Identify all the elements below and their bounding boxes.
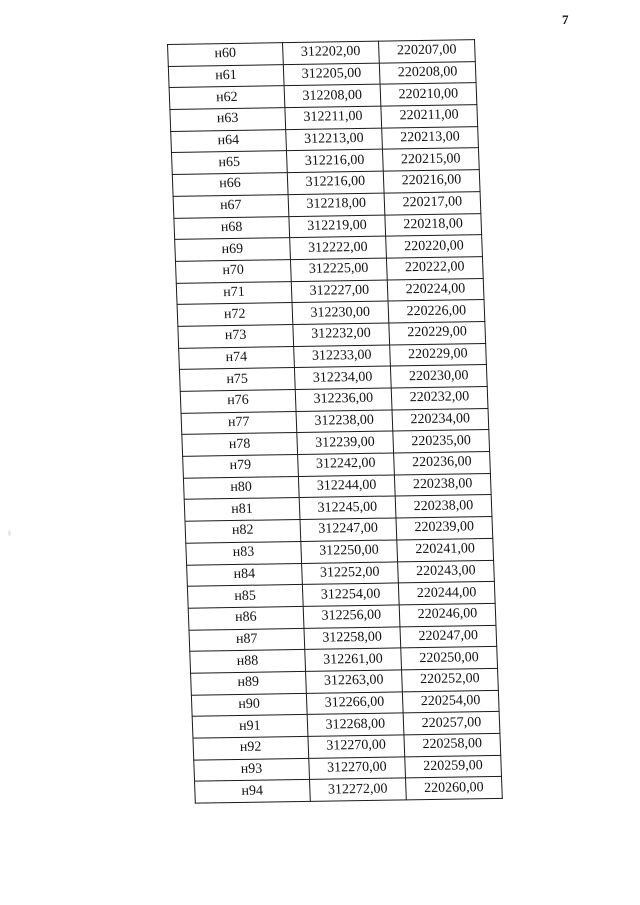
y-coordinate-cell: 220241,00 <box>397 538 494 561</box>
point-cell: н60 <box>168 43 284 66</box>
y-coordinate-cell: 220239,00 <box>396 517 493 540</box>
y-coordinate-cell: 220217,00 <box>384 191 481 214</box>
y-coordinate-cell: 220229,00 <box>389 321 486 344</box>
point-cell: н77 <box>181 411 297 434</box>
point-cell: н88 <box>190 650 306 673</box>
point-cell: н94 <box>195 780 311 803</box>
x-coordinate-cell: 312216,00 <box>287 171 384 194</box>
x-coordinate-cell: 312222,00 <box>289 236 386 259</box>
y-coordinate-cell: 220258,00 <box>404 733 501 756</box>
point-cell: н73 <box>178 324 294 347</box>
x-coordinate-cell: 312205,00 <box>283 63 380 86</box>
point-cell: н78 <box>182 433 298 456</box>
point-cell: н66 <box>172 173 288 196</box>
x-coordinate-cell: 312216,00 <box>286 150 383 173</box>
x-coordinate-cell: 312225,00 <box>290 258 387 281</box>
x-coordinate-cell: 312254,00 <box>302 583 399 606</box>
scan-artifact <box>8 530 11 536</box>
x-coordinate-cell: 312233,00 <box>293 345 390 368</box>
x-coordinate-cell: 312244,00 <box>298 475 395 498</box>
point-cell: н90 <box>191 693 307 716</box>
x-coordinate-cell: 312232,00 <box>293 323 390 346</box>
point-cell: н91 <box>192 715 308 738</box>
coordinates-table <box>167 39 503 804</box>
point-cell: н67 <box>173 194 289 217</box>
y-coordinate-cell: 220247,00 <box>400 625 497 648</box>
point-cell: н76 <box>180 390 296 413</box>
x-coordinate-cell: 312230,00 <box>292 301 389 324</box>
x-coordinate-cell: 312272,00 <box>309 778 406 801</box>
point-cell: н87 <box>189 628 305 651</box>
point-cell: н86 <box>188 606 304 629</box>
x-coordinate-cell: 312227,00 <box>291 280 388 303</box>
y-coordinate-cell: 220235,00 <box>393 430 490 453</box>
point-cell: н61 <box>168 64 284 87</box>
point-cell: н79 <box>183 455 299 478</box>
x-coordinate-cell: 312242,00 <box>297 453 394 476</box>
y-coordinate-cell: 220207,00 <box>378 40 475 63</box>
y-coordinate-cell: 220260,00 <box>405 777 502 800</box>
y-coordinate-cell: 220246,00 <box>399 603 496 626</box>
coordinates-table-body <box>168 40 503 804</box>
x-coordinate-cell: 312247,00 <box>300 518 397 541</box>
y-coordinate-cell: 220215,00 <box>382 148 479 171</box>
y-coordinate-cell: 220210,00 <box>380 83 477 106</box>
y-coordinate-cell: 220224,00 <box>387 278 484 301</box>
point-cell: н63 <box>170 108 286 131</box>
y-coordinate-cell: 220229,00 <box>389 343 486 366</box>
point-cell: н65 <box>171 151 287 174</box>
y-coordinate-cell: 220216,00 <box>383 170 480 193</box>
point-cell: н84 <box>187 563 303 586</box>
x-coordinate-cell: 312219,00 <box>289 215 386 238</box>
y-coordinate-cell: 220222,00 <box>386 256 483 279</box>
point-cell: н71 <box>176 281 292 304</box>
point-cell: н93 <box>194 758 310 781</box>
table-row <box>195 777 503 803</box>
x-coordinate-cell: 312250,00 <box>301 540 398 563</box>
y-coordinate-cell: 220220,00 <box>386 235 483 258</box>
y-coordinate-cell: 220236,00 <box>393 452 490 475</box>
x-coordinate-cell: 312213,00 <box>285 128 382 151</box>
x-coordinate-cell: 312238,00 <box>296 410 393 433</box>
x-coordinate-cell: 312270,00 <box>308 757 405 780</box>
y-coordinate-cell: 220213,00 <box>382 126 479 149</box>
y-coordinate-cell: 220218,00 <box>385 213 482 236</box>
y-coordinate-cell: 220232,00 <box>391 387 488 410</box>
point-cell: н62 <box>169 86 285 109</box>
y-coordinate-cell: 220244,00 <box>398 582 495 605</box>
x-coordinate-cell: 312202,00 <box>282 41 379 64</box>
y-coordinate-cell: 220234,00 <box>392 408 489 431</box>
x-coordinate-cell: 312268,00 <box>307 713 404 736</box>
x-coordinate-cell: 312252,00 <box>301 561 398 584</box>
point-cell: н69 <box>175 238 291 261</box>
point-cell: н85 <box>187 585 303 608</box>
point-cell: н72 <box>177 303 293 326</box>
point-cell: н70 <box>175 259 291 282</box>
x-coordinate-cell: 312208,00 <box>284 85 381 108</box>
y-coordinate-cell: 220238,00 <box>395 495 492 518</box>
y-coordinate-cell: 220254,00 <box>402 690 499 713</box>
x-coordinate-cell: 312218,00 <box>288 193 385 216</box>
x-coordinate-cell: 312270,00 <box>308 735 405 758</box>
point-cell: н68 <box>174 216 290 239</box>
point-cell: н64 <box>171 129 287 152</box>
x-coordinate-cell: 312236,00 <box>295 388 392 411</box>
point-cell: н83 <box>186 541 302 564</box>
point-cell: н80 <box>183 476 299 499</box>
page-number: 7 <box>562 12 569 27</box>
point-cell: н75 <box>179 368 295 391</box>
x-coordinate-cell: 312266,00 <box>306 692 403 715</box>
point-cell: н82 <box>185 520 301 543</box>
x-coordinate-cell: 312211,00 <box>285 106 382 129</box>
y-coordinate-cell: 220252,00 <box>401 668 498 691</box>
y-coordinate-cell: 220243,00 <box>397 560 494 583</box>
y-coordinate-cell: 220208,00 <box>379 61 476 84</box>
point-cell: н89 <box>191 671 307 694</box>
y-coordinate-cell: 220259,00 <box>405 755 502 778</box>
y-coordinate-cell: 220211,00 <box>381 105 478 128</box>
x-coordinate-cell: 312256,00 <box>303 605 400 628</box>
x-coordinate-cell: 312239,00 <box>297 431 394 454</box>
point-cell: н81 <box>184 498 300 521</box>
y-coordinate-cell: 220257,00 <box>403 712 500 735</box>
x-coordinate-cell: 312234,00 <box>294 366 391 389</box>
x-coordinate-cell: 312258,00 <box>304 626 401 649</box>
y-coordinate-cell: 220250,00 <box>401 647 498 670</box>
y-coordinate-cell: 220238,00 <box>394 473 491 496</box>
y-coordinate-cell: 220230,00 <box>390 365 487 388</box>
y-coordinate-cell: 220226,00 <box>388 300 485 323</box>
x-coordinate-cell: 312261,00 <box>304 648 401 671</box>
x-coordinate-cell: 312263,00 <box>305 670 402 693</box>
x-coordinate-cell: 312245,00 <box>299 496 396 519</box>
point-cell: н74 <box>179 346 295 369</box>
point-cell: н92 <box>193 736 309 759</box>
